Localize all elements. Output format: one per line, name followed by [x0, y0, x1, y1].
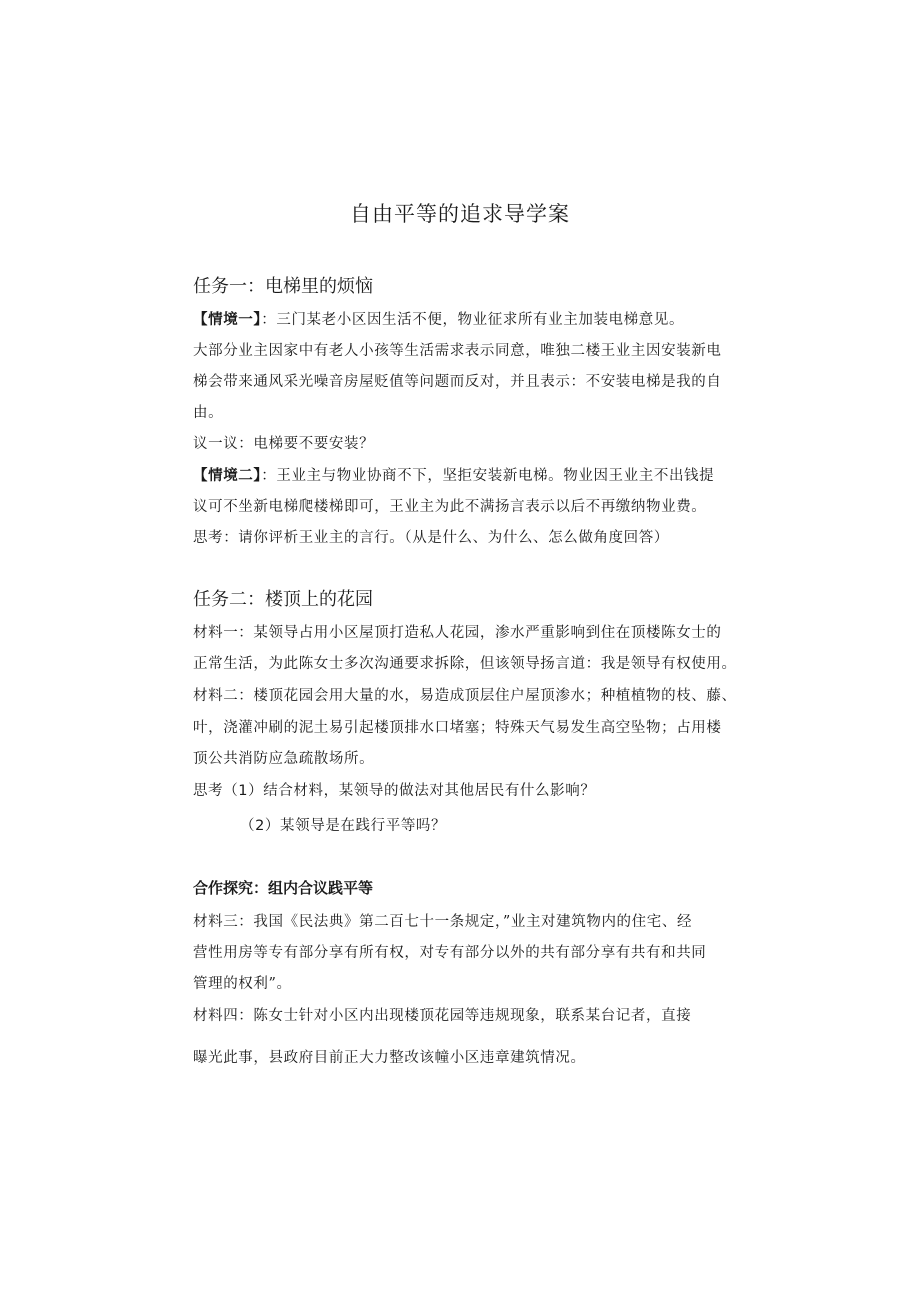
paragraph-line: 管理的权利”。	[193, 976, 292, 992]
paragraph-line: 大部分业主因家中有老人小孩等生活需求表示同意，唯独二楼王业主因安装新电	[193, 343, 722, 359]
paragraph-line: 材料一：某领导占用小区屋顶打造私人花园，渗水严重影响到住在顶楼陈女士的	[193, 625, 722, 641]
task2-heading: 任务二：楼顶上的花园	[193, 589, 373, 610]
scene1-text: ：三门某老小区因生活不便，物业征求所有业主加装电梯意见。	[261, 312, 685, 328]
paragraph-line: 材料四：陈女士针对小区内出现楼顶花园等违规现象，联系某台记者，直接	[193, 1008, 692, 1024]
coop-heading: 合作探究：组内合议践平等	[193, 879, 374, 897]
paragraph-line: 叶，浇灌冲刷的泥土易引起楼顶排水口堵塞；特殊天气易发生高空坠物；占用楼	[193, 720, 722, 736]
scene1-tag: 【情境一】	[193, 312, 262, 328]
paragraph-line: 营性用房等专有部分享有所有权，对专有部分以外的共有部分享有共有和共同	[193, 945, 707, 961]
task1-heading: 任务一：电梯里的烦恼	[193, 276, 373, 297]
paragraph-line: 材料二：楼顶花园会用大量的水，易造成顶层住户屋顶渗水；种植植物的枝、藤、	[193, 688, 737, 704]
paragraph-line: 材料三：我国《民法典》第二百七十一条规定，”业主对建筑物内的住宅、经	[193, 914, 693, 930]
paragraph-line: 由。	[193, 405, 224, 421]
paragraph-line: 议可不坐新电梯爬楼梯即可，王业主为此不满扬言表示以后不再缴纳物业费。	[193, 499, 707, 515]
scene2-tag: 【情境二】	[193, 468, 262, 484]
think-question-1: 思考（1）结合材料，某领导的做法对其他居民有什么影响？	[193, 783, 596, 799]
think-question-2: （2）某领导是在践行平等吗？	[240, 818, 447, 834]
paragraph-line: 顶公共消防应急疏散场所。	[193, 751, 375, 767]
scene2-line	[193, 464, 714, 485]
think-question: 思考：请你评析王业主的言行。（从是什么、为什么、怎么做角度回答）	[193, 530, 669, 546]
paragraph-line: 梯会带来通风采光噪音房屋贬值等问题而反对，并且表示：不安装电梯是我的自	[193, 374, 722, 390]
scene1-line	[193, 308, 684, 329]
discuss-question: 议一议：电梯要不要安装？	[193, 436, 375, 452]
paragraph-line: 曝光此事，县政府目前正大力整改该幢小区违章建筑情况。	[193, 1050, 586, 1066]
scene2-text: ：王业主与物业协商不下，坚拒安装新电梯。物业因王业主不出钱提	[261, 468, 715, 484]
page-title: 自由平等的追求导学案	[350, 202, 570, 226]
paragraph-line: 正常生活，为此陈女士多次沟通要求拆除，但该领导扬言道：我是领导有权使用。	[193, 656, 737, 672]
